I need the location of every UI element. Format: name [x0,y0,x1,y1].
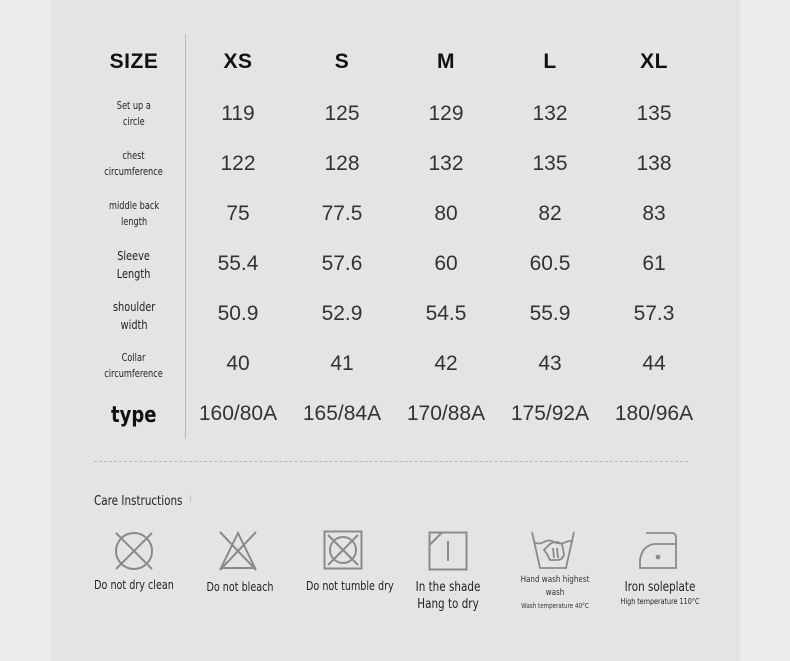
do-not-tumble-dry-icon [323,530,363,570]
care-label-hand-wash: Hand wash highest wash Wash temperature 40°C [520,575,590,610]
table-cell: 44 [642,352,666,375]
table-cell: 50.9 [217,302,259,325]
table-cell: 57.6 [321,252,363,275]
table-cell: 41 [330,352,354,375]
table-cell: 77.5 [321,202,363,225]
care-label-bleach: Do not bleach [206,580,274,594]
title-marker: ⁝ [189,494,193,505]
row-label: middle back length [108,200,160,228]
table-cell: 60.5 [529,252,571,275]
size-header-l: L [543,50,557,73]
size-header-s: S [334,50,350,73]
table-cell: 61 [642,252,666,275]
table-cell: 180/96A [614,402,694,425]
size-header-m: M [437,50,455,73]
do-not-bleach-icon [218,530,258,572]
hang-dry-shade-icon [428,531,468,571]
table-cell: 52.9 [321,302,363,325]
section-divider [94,461,688,462]
table-cell: 82 [538,202,562,225]
table-cell: 122 [220,152,256,175]
size-header-xl: XL [640,50,668,73]
row-label: shoulder width [112,299,156,332]
table-cell: 132 [428,152,464,175]
size-header-label: SIZE [109,50,159,73]
table-cell: 119 [221,102,255,125]
row-label-type: type [111,403,157,428]
row-label: Set up a circle [116,100,152,128]
row-label: chest circumference [104,150,164,178]
table-cell: 132 [532,102,568,125]
table-cell: 160/80A [198,402,278,425]
table-cell: 165/84A [302,402,382,425]
care-label-iron: Iron soleplate High temperature 110°C [620,580,700,606]
row-label: Sleeve Length [117,248,151,281]
iron-icon [638,530,680,570]
table-cell: 175/92A [510,402,590,425]
table-cell: 138 [636,152,672,175]
table-cell: 75 [226,202,250,225]
table-cell: 40 [226,352,250,375]
care-instructions-title: Care Instructions [94,494,183,509]
size-header-xs: XS [223,50,253,73]
care-label-hang-dry: In the shade Hang to dry [415,580,481,612]
table-cell: 43 [538,352,562,375]
table-cell: 128 [324,152,360,175]
table-cell: 135 [532,152,568,175]
table-cell: 135 [636,102,672,125]
row-label: Collar circumference [104,352,164,380]
care-label-dry-clean: Do not dry clean [94,578,174,592]
table-cell: 42 [434,352,458,375]
hand-wash-icon [530,530,576,570]
do-not-dry-clean-icon [112,529,156,573]
table-cell: 57.3 [633,302,675,325]
table-cell: 60 [434,252,458,275]
table-cell: 83 [642,202,666,225]
table-cell: 54.5 [425,302,467,325]
care-label-tumble-dry: Do not tumble dry [306,579,394,593]
table-cell: 129 [428,102,464,125]
table-cell: 80 [434,202,458,225]
table-cell: 125 [324,102,360,125]
table-cell: 55.9 [529,302,571,325]
table-cell: 170/88A [406,402,486,425]
table-cell: 55.4 [217,252,259,275]
